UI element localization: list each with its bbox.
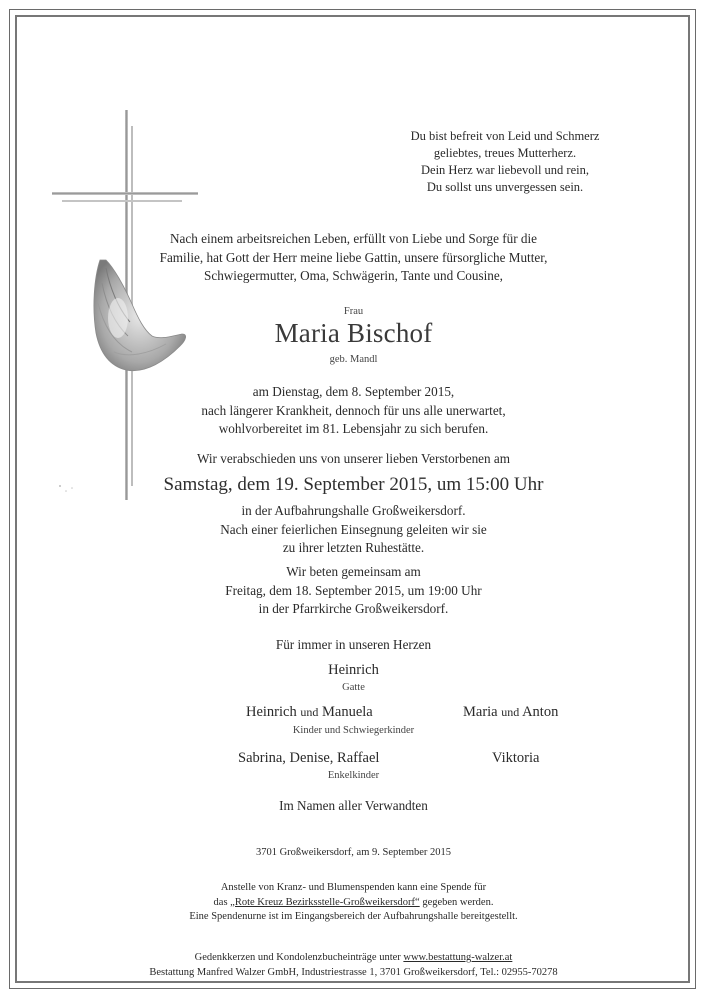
poem-line: Du bist befreit von Leid und Schmerz	[410, 129, 600, 143]
grandchildren-role: Enkelkinder	[327, 770, 380, 781]
intro-line: Nach einem arbeitsreichen Leben, erfüllt von Liebe und Sorge für die	[169, 231, 538, 246]
children-role: Kinder und Schwiegerkinder	[292, 725, 415, 736]
footer-line: Bestattung Manfred Walzer GmbH, Industriestrasse 1, 3701 Großweikersdorf, Tel.: 02955-70278	[149, 966, 558, 978]
relatives-line: Im Namen aller Verwandten	[279, 798, 428, 813]
donation-line: Eine Spendenurne ist im Eingangsbereich der Aufbahrungshalle bereitgestellt.	[189, 911, 518, 922]
intro-line: Schwiegermutter, Oma, Schwägerin, Tante und Cousine,	[204, 268, 503, 283]
funeral-date: Samstag, dem 19. September 2015, um 15:00 Uhr	[163, 474, 544, 495]
poem-line: geliebtes, treues Mutterherz.	[433, 146, 577, 160]
prayer-line: Freitag, dem 18. September 2015, um 19:00 Uhr	[225, 582, 482, 598]
und-word: und	[300, 705, 319, 719]
red-cross-link[interactable]: „Rote Kreuz Bezirksstelle-Großweikersdorf“	[230, 896, 420, 908]
funeral-line: Nach einer feierlichen Einsegnung geleiten wir sie	[220, 521, 487, 537]
intro-line: Familie, hat Gott der Herr meine liebe Gattin, unsere fürsorgliche Mutter,	[159, 249, 548, 265]
donation-note	[40, 881, 667, 925]
child-name: Anton	[522, 704, 559, 720]
website-link[interactable]: www.bestattung-walzer.at	[403, 952, 513, 963]
deceased-prefix: Frau	[343, 306, 364, 317]
deceased-born-as: geb. Mandl	[329, 354, 378, 365]
place-date: 3701 Großweikersdorf, am 9. September 2015	[255, 847, 452, 858]
death-line: am Dienstag, dem 8. September 2015,	[252, 384, 455, 399]
donation-line: Anstelle von Kranz- und Blumenspenden kann eine Spende für	[220, 882, 487, 893]
poem-line: Dein Herz war liebevoll und rein,	[421, 163, 589, 177]
poem-line: Du sollst uns unvergessen sein.	[426, 180, 584, 194]
funeral-line: zu ihrer letzten Ruhestätte.	[282, 540, 425, 555]
children-couple-2	[463, 704, 558, 721]
intro-paragraph	[60, 230, 647, 286]
footer-line	[40, 951, 667, 966]
funeral-details	[60, 502, 647, 558]
spouse-role: Gatte	[342, 682, 365, 693]
child-name: Manuela	[321, 704, 373, 720]
farewell-intro: Wir verabschieden uns von unserer lieben Verstorbenen am	[196, 451, 511, 466]
death-line: wohlvorbereitet im 81. Lebensjahr zu sich berufen.	[218, 421, 489, 436]
grandchildren-right: Viktoria	[492, 750, 540, 766]
prayer-details	[60, 563, 647, 619]
children-couple-1	[246, 704, 373, 721]
footer-text: Gedenkkerzen und Kondolenzbucheinträge unter	[194, 952, 404, 963]
donation-line	[40, 896, 667, 911]
prayer-line: Wir beten gemeinsam am	[286, 564, 421, 579]
death-line: nach längerer Krankheit, dennoch für uns alle unerwartet,	[201, 402, 506, 418]
poem	[370, 128, 640, 196]
death-details	[60, 383, 647, 439]
funeral-line: in der Aufbahrungshalle Großweikersdorf.	[241, 503, 466, 518]
donation-text: das	[213, 896, 231, 908]
mourners-intro: Für immer in unseren Herzen	[275, 637, 432, 652]
footer	[40, 951, 667, 980]
prayer-line: in der Pfarrkirche Großweikersdorf.	[258, 601, 449, 616]
donation-text: gegeben werden.	[419, 896, 494, 908]
spouse-name: Heinrich	[328, 662, 379, 678]
deceased-name: Maria Bischof	[274, 318, 433, 348]
child-name: Heinrich	[246, 704, 297, 720]
grandchildren-left: Sabrina, Denise, Raffael	[238, 750, 380, 766]
und-word: und	[501, 705, 520, 719]
child-name: Maria	[463, 704, 498, 720]
